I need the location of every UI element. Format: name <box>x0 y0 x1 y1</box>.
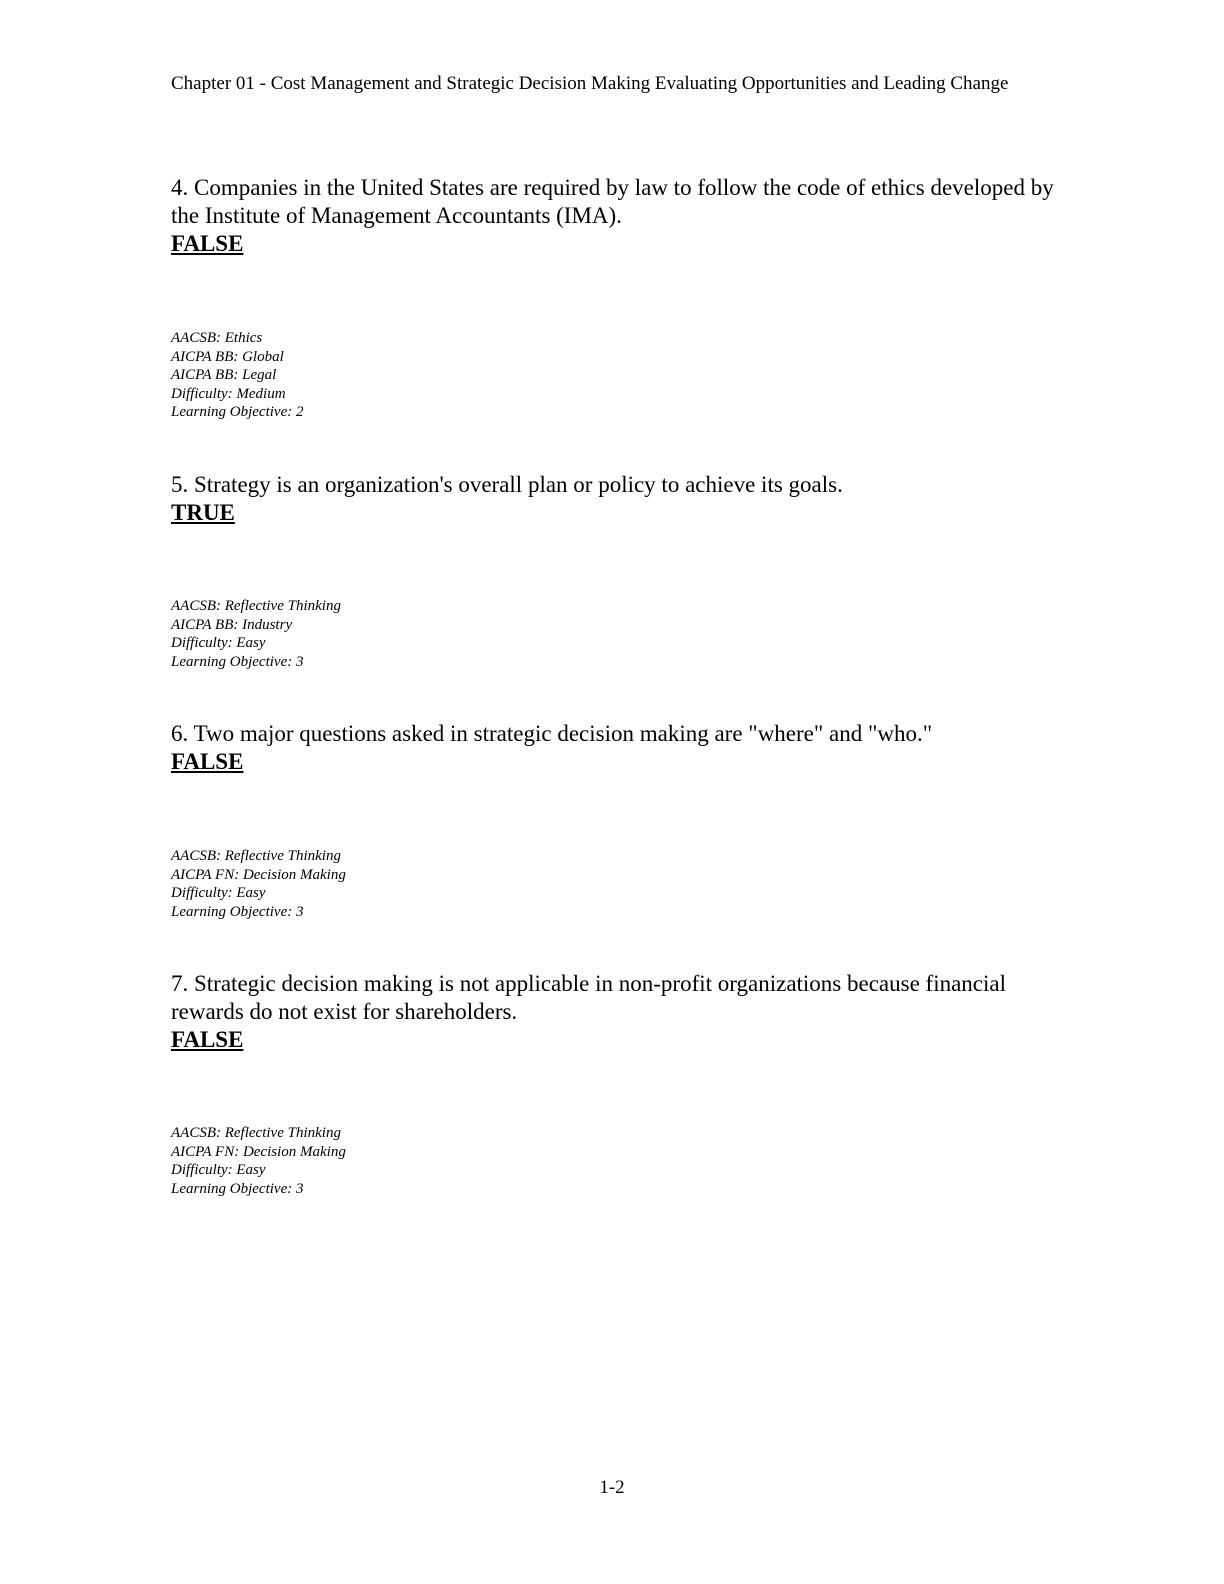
meta-aicpa: AICPA BB: Global <box>171 348 284 365</box>
meta-aicpa: AICPA BB: Industry <box>171 616 293 633</box>
meta-learning-objective: Learning Objective: 2 <box>171 404 304 420</box>
question-answer: FALSE <box>171 231 244 256</box>
question-7 <box>171 970 1071 1054</box>
meta-aacsb: AACSB: Reflective Thinking <box>171 848 341 864</box>
question-6-metadata <box>171 847 346 921</box>
meta-aicpa: AICPA FN: Decision Making <box>171 866 346 883</box>
question-7-metadata <box>171 1124 346 1198</box>
meta-difficulty: Difficulty: Easy <box>171 885 266 901</box>
question-5-metadata <box>171 597 341 671</box>
question-answer: FALSE <box>171 749 244 774</box>
meta-aacsb: AACSB: Ethics <box>171 330 263 346</box>
question-text: 4. Companies in the United States are required by law to follow the code of ethics developed by the Institute of Management Accountants (IMA). <box>171 175 1054 228</box>
question-text: 5. Strategy is an organization's overall plan or policy to achieve its goals. <box>171 472 843 497</box>
question-text: 7. Strategic decision making is not applicable in non-profit organizations because financial rewards do not exist for shareholders. <box>171 971 1006 1024</box>
meta-aacsb: AACSB: Reflective Thinking <box>171 1125 341 1141</box>
meta-learning-objective: Learning Objective: 3 <box>171 653 304 670</box>
page-header: Chapter 01 - Cost Management and Strategic Decision Making Evaluating Opportunities and Leading Change <box>171 73 1009 94</box>
question-5 <box>171 471 1071 527</box>
meta-learning-objective: Learning Objective: 3 <box>171 903 304 920</box>
question-text: 6. Two major questions asked in strategic decision making are "where" and "who." <box>171 721 933 746</box>
meta-difficulty: Difficulty: Easy <box>171 635 266 651</box>
question-answer: FALSE <box>171 1027 244 1052</box>
meta-difficulty: Difficulty: Easy <box>171 1162 266 1178</box>
page-number: 1-2 <box>599 1477 625 1498</box>
question-answer: TRUE <box>171 500 235 525</box>
question-4 <box>171 174 1071 258</box>
question-4-metadata <box>171 329 303 422</box>
meta-aacsb: AACSB: Reflective Thinking <box>171 598 341 614</box>
meta-aicpa: AICPA FN: Decision Making <box>171 1143 346 1160</box>
meta-learning-objective: Learning Objective: 3 <box>171 1180 304 1197</box>
question-6 <box>171 720 1071 776</box>
meta-difficulty: Difficulty: Medium <box>171 385 286 402</box>
meta-aicpa: AICPA BB: Legal <box>171 367 277 383</box>
